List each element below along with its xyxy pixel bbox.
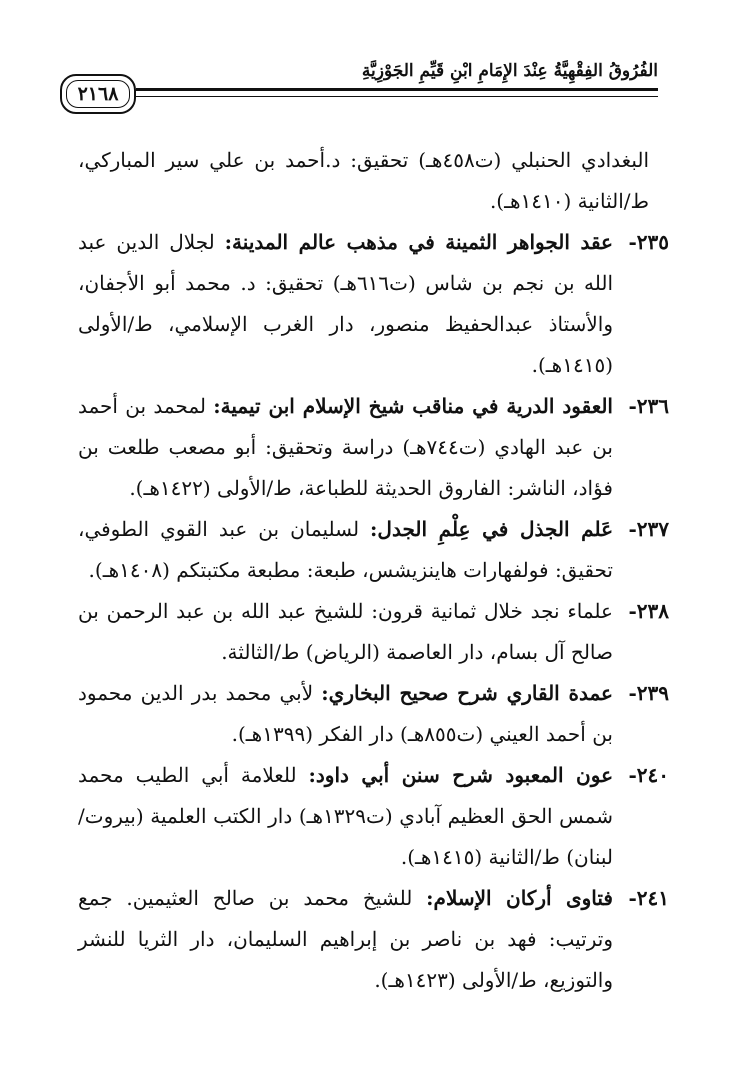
entry-text: لجلال الدين عبد الله بن نجم بن شاس (ت٦١٦هـ) تحقيق: د. محمد أبو الأجفان، والأستاذ عبدالحفيظ منصور، دار الغرب الإسلامي، ط/الأولى (١٤١٥هـ). (78, 230, 614, 377)
list-item (78, 755, 669, 878)
entry-title: العقود الدرية في مناقب شيخ الإسلام ابن تيمية: (213, 394, 613, 418)
header-rule (136, 88, 658, 91)
entry-number: ٢٣٦- (628, 394, 669, 418)
entry-number: ٢٣٨- (628, 599, 669, 623)
list-item (78, 222, 669, 386)
list-item (78, 673, 669, 755)
entry-text: لأبي محمد بدر الدين محمود بن أحمد العيني (ت٨٥٥هـ) دار الفكر (١٣٩٩هـ). (78, 681, 613, 746)
entry-number: ٢٣٩- (628, 681, 669, 705)
list-item (78, 591, 669, 673)
entry-number: ٢٤١- (628, 886, 669, 910)
entry-text: علماء نجد خلال ثمانية قرون: للشيخ عبد الله بن عبد الرحمن بن صالح آل بسام، دار العاصمة (الرياض) ط/الثالثة. (78, 599, 613, 664)
header-rule-thin (136, 96, 658, 97)
running-title: الفُرُوقُ الفِقْهِيَّةُ عِنْدَ الإِمَامِ ابْنِ قَيِّمِ الجَوْزِيَّةِ (361, 61, 658, 81)
entry-title: فتاوى أركان الإسلام: (426, 886, 613, 910)
entry-text: للشيخ محمد بن صالح العثيمين. جمع وترتيب: فهد بن ناصر بن إبراهيم السليمان، دار الثريا للنشر والتوزيع، ط/الأولى (١٤٢٣هـ). (78, 886, 613, 992)
entry-number: ٢٣٥- (628, 230, 669, 254)
continued-entry: البغدادي الحنبلي (ت٤٥٨هـ) تحقيق: د.أحمد بن علي سير المباركي، ط/الثانية (١٤١٠هـ). (78, 148, 650, 213)
entry-text: لمحمد بن أحمد بن عبد الهادي (ت٧٤٤هـ) دراسة وتحقيق: أبو مصعب طلعت بن فؤاد، الناشر: الفاروق الحديثة للطباعة، ط/الأولى (١٤٢٢هـ). (78, 394, 613, 500)
list-item (78, 386, 669, 509)
entry-title: عقد الجواهر الثمينة في مذهب عالم المدينة: (224, 230, 613, 254)
page-number: ٢١٦٨ (60, 74, 136, 114)
bibliography-list (78, 140, 669, 1001)
list-item (78, 878, 669, 1001)
entry-title: عَلم الجذل في عِلْمِ الجدل: (370, 517, 614, 541)
page-header (60, 58, 658, 118)
entry-text: لسليمان بن عبد القوي الطوفي، تحقيق: فولفهارات هاينزيشس، طبعة: مطبعة مكتبتكم (١٤٠٨هـ). (78, 517, 613, 582)
entry-text: للعلامة أبي الطيب محمد شمس الحق العظيم آبادي (ت١٣٢٩هـ) دار الكتب العلمية (بيروت/لبنان) ط/الثانية (١٤١٥هـ). (78, 763, 613, 869)
entry-number: ٢٣٧- (628, 517, 669, 541)
entry-number: ٢٤٠- (628, 763, 669, 787)
entry-title: عون المعبود شرح سنن أبي داود: (308, 763, 614, 787)
list-item (78, 509, 669, 591)
entry-title: عمدة القاري شرح صحيح البخاري: (321, 681, 613, 705)
